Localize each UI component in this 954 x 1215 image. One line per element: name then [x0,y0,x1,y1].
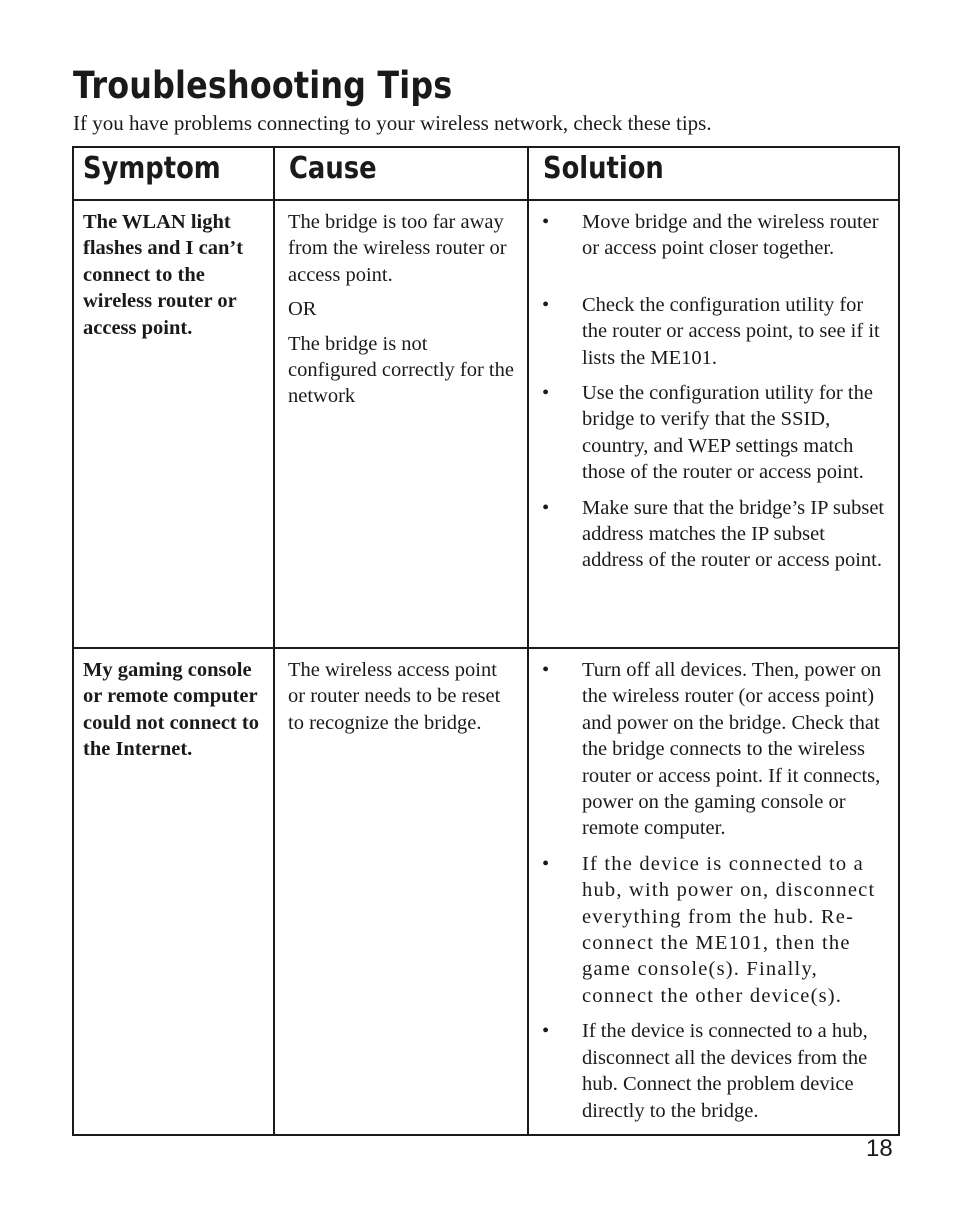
solution-list [542,657,888,1124]
symptom-cell: My gaming console or remote computer could not connect to the Internet. [73,648,274,1135]
cause-text: The bridge is too far away from the wireless router or access point. [288,211,507,286]
cause-cell [274,648,528,1135]
bullet-icon: • [542,1020,550,1043]
table-header-row [73,147,899,200]
header-cause-label: Cause [289,151,377,186]
troubleshooting-table [72,146,900,1136]
bullet-icon: • [542,852,551,875]
bullet-icon: • [542,211,550,233]
cause-cell [274,200,528,648]
header-solution [528,147,899,200]
header-symptom [73,147,274,200]
solution-item [542,380,888,486]
solution-text: Turn off all devices. Then, power on the wireless router (or access point) and power on the bridge. Check that the bridge connects to the wireless router or access point. If it connects, power on the gaming console or remote computer. [582,659,882,840]
cause-text: The wireless access point or router needs to be reset to recognize the bridge. [288,659,501,734]
header-solution-label: Solution [543,151,664,186]
solution-cell [528,200,899,648]
cause-or: OR [288,298,317,321]
table-row [73,648,899,1135]
bullet-icon: • [542,659,550,681]
solution-item [542,495,888,574]
header-symptom-label: Symptom [83,151,221,186]
solution-text: Make sure that the bridge’s IP subset address matches the IP subset address of the router or access point. [582,496,885,572]
bullet-icon: • [542,293,550,316]
solution-text: If the device is connected to a hub, with power on, disconnect everything from the hub. Re-connect the ME101, then the game console(s). Finally, connect the other device(s). [582,852,876,1007]
cause-text: The bridge is not configured correctly for the network [288,332,514,408]
header-cause [274,147,528,200]
solution-text: Check the configuration utility for the router or access point, to see if it lists the ME101. [582,293,880,369]
solution-item [542,657,888,842]
page-number: 18 [866,1135,893,1162]
bullet-icon: • [542,382,550,405]
solution-text: Use the configuration utility for the bridge to verify that the SSID, country, and WEP settings match those of the router or access point. [582,382,873,484]
table-row [73,200,899,648]
bullet-icon: • [542,496,550,519]
solution-text: Move bridge and the wireless router or access point closer together. [582,211,879,260]
page-title: Troubleshooting Tips [73,64,453,107]
page-subtitle: If you have problems connecting to your wireless network, check these tips. [73,111,712,135]
solution-item [542,851,888,1009]
solution-item [542,292,888,371]
solution-item [542,209,888,262]
solution-list [542,209,888,574]
solution-text: If the device is connected to a hub, disconnect all the devices from the hub. Connect the problem device directly to the bridge. [582,1020,868,1122]
solution-cell [528,648,899,1135]
symptom-cell: The WLAN light flashes and I can’t connect to the wireless router or access point. [73,200,274,648]
solution-item [542,1018,888,1124]
